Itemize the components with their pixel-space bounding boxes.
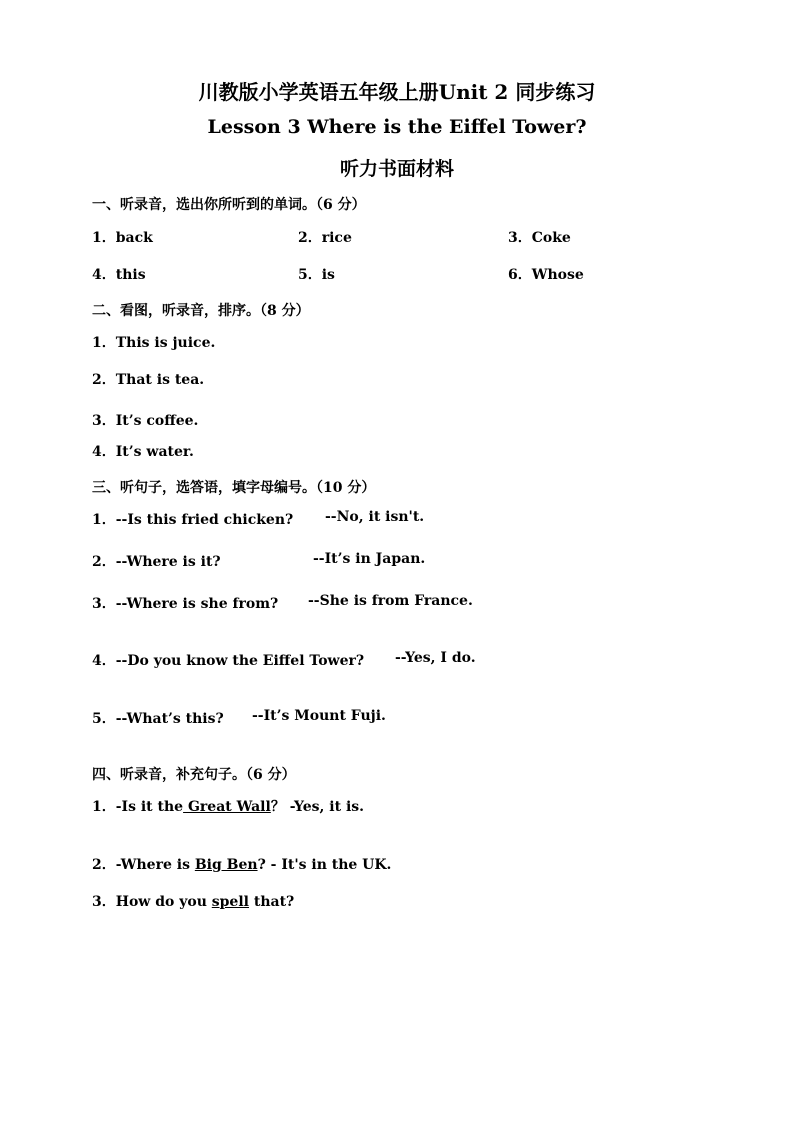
section2-title: 二、看图，听录音，排序。（8 分）	[92, 303, 310, 319]
section4-title: 四、听录音，补充句子。（6 分）	[92, 767, 296, 783]
sentence-item: 1．This is juice.	[92, 335, 216, 351]
word-item: 1．back	[92, 230, 153, 246]
question-text: 5．--What’s this?	[92, 711, 224, 727]
sentence-suffix: ? - It's in the UK.	[257, 857, 392, 873]
sentence-item: 3．It’s coffee.	[92, 413, 199, 429]
filled-blank: Big Ben	[194, 857, 258, 873]
sentence-prefix: 1．-Is it the	[92, 799, 184, 815]
fill-sentence	[92, 891, 294, 911]
answer-text: --She is from France.	[308, 593, 473, 609]
lesson-title: Lesson 3 Where is the Eiffel Tower?	[207, 116, 587, 138]
sentence-prefix: 2．-Where is	[92, 857, 195, 873]
sentence-item: 4．It’s water.	[92, 444, 194, 460]
section1-title: 一、听录音，选出你所听到的单词。（6 分）	[92, 197, 366, 213]
sentence-prefix: 3．How do you	[92, 894, 212, 910]
answer-text: --It’s Mount Fuji.	[252, 708, 386, 724]
word-item: 2．rice	[298, 230, 352, 246]
word-item: 3．Coke	[508, 230, 571, 246]
page-title: 川教版小学英语五年级上册Unit 2 同步练习	[198, 80, 596, 104]
question-text: 3．--Where is she from?	[92, 596, 279, 612]
word-item: 6．Whose	[508, 267, 584, 283]
sentence-item: 2．That is tea.	[92, 372, 205, 388]
question-text: 4．--Do you know the Eiffel Tower?	[92, 653, 365, 669]
question-text: 2．--Where is it?	[92, 554, 221, 570]
filled-blank: spell	[211, 894, 249, 910]
sentence-suffix: ？ -Yes, it is.	[270, 799, 365, 815]
answer-text: --It’s in Japan.	[313, 551, 426, 567]
fill-sentence	[92, 854, 391, 874]
question-text: 1．--Is this fried chicken?	[92, 512, 294, 528]
answer-text: --No, it isn't.	[325, 509, 425, 525]
section-heading: 听力书面材料	[339, 158, 454, 180]
fill-sentence	[92, 796, 364, 816]
section3-title: 三、听句子，选答语，填字母编号。（10 分）	[92, 480, 376, 496]
sentence-suffix: that?	[248, 894, 295, 910]
word-item: 5．is	[298, 267, 335, 283]
answer-text: --Yes, I do.	[395, 650, 476, 666]
word-item: 4．this	[92, 267, 146, 283]
filled-blank: Great Wall	[183, 799, 271, 815]
